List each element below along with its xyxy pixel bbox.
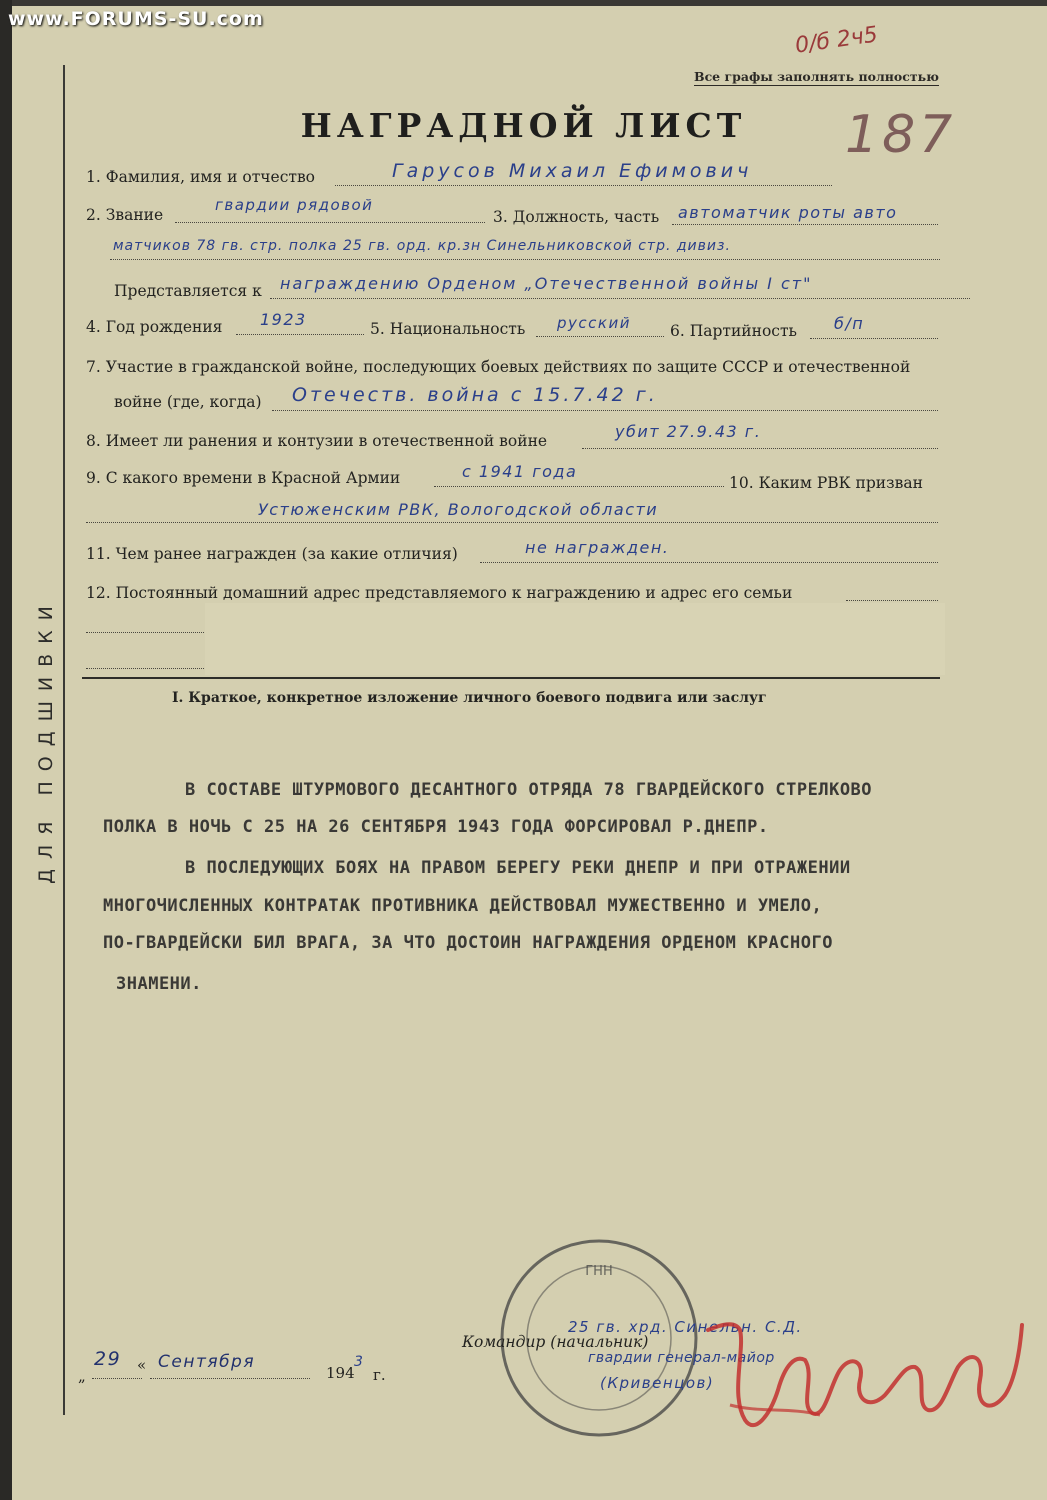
- section-divider: [82, 677, 940, 679]
- commander-name: (Кривенцов): [600, 1374, 715, 1392]
- fill-instruction: Все графы заполнять полностью: [694, 69, 939, 84]
- field-5-label: 5. Национальность: [370, 320, 526, 338]
- field-7-label: 7. Участие в гражданской войне, последующих боевых действиях по защите СССР и отечественной: [86, 358, 911, 376]
- binding-label: ДЛЯ ПОДШИВКИ: [35, 596, 57, 884]
- field-2-line: [175, 222, 485, 223]
- body-line: В СОСТАВЕ ШТУРМОВОГО ДЕСАНТНОГО ОТРЯДА 78 ГВАРДЕЙСКОГО СТРЕЛКОВО: [185, 780, 873, 800]
- field-1-line: [335, 185, 832, 186]
- archive-mark: 0/б 2ч5: [793, 22, 880, 59]
- date-year-prefix: 194: [326, 1364, 355, 1382]
- field-11-line: [480, 562, 938, 563]
- field-12-line: [846, 600, 938, 601]
- field-2-value: гвардии рядовой: [215, 196, 374, 214]
- field-12-label: 12. Постоянный домашний адрес представляемого к награждению и адрес его семьи: [86, 584, 793, 602]
- nominated-line: [270, 298, 970, 299]
- archive-number: 187: [845, 105, 957, 165]
- field-1-label: 1. Фамилия, имя и отчество: [86, 168, 316, 186]
- date-month: Сентября: [158, 1352, 256, 1372]
- field-10-line: [86, 522, 938, 523]
- body-line: ПОЛКА В НОЧЬ С 25 НА 26 СЕНТЯБРЯ 1943 ГОДА ФОРСИРОВАЛ Р.ДНЕПР.: [103, 817, 769, 837]
- field-5-line: [536, 336, 664, 337]
- field-2-label: 2. Звание: [86, 206, 164, 224]
- field-4-line: [236, 334, 364, 335]
- nominated-value: награждению Орденом „Отечественной войны I ст": [280, 274, 813, 293]
- field-1-value: Гарусов Михаил Ефимович: [392, 160, 753, 182]
- date-quote: „: [78, 1367, 86, 1385]
- field-3-line-2: [110, 259, 940, 260]
- field-8-line: [582, 448, 938, 449]
- field-6-value: б/п: [834, 314, 865, 333]
- scan-edge: [0, 0, 12, 1500]
- watermark: www.FORUMS-SU.com: [8, 8, 264, 30]
- field-11-label: 11. Чем ранее награжден (за какие отличия): [86, 545, 458, 563]
- field-7-label-2: войне (где, когда): [114, 393, 262, 411]
- field-8-label: 8. Имеет ли ранения и контузии в отечественной войне: [86, 432, 548, 450]
- date-year-suffix: 3: [354, 1354, 365, 1370]
- field-3-value: автоматчик роты авто: [678, 203, 898, 222]
- section-heading: I. Краткое, конкретное изложение личного боевого подвига или заслуг: [172, 690, 767, 706]
- field-4-label: 4. Год рождения: [86, 318, 223, 336]
- field-8-value: убит 27.9.43 г.: [615, 422, 762, 441]
- date-day: 29: [94, 1348, 122, 1370]
- field-10-label: 10. Каким РВК призван: [729, 474, 923, 492]
- commander-unit: 25 гв. хрд. Синельн. С.Д.: [568, 1318, 803, 1336]
- field-5-value: русский: [557, 314, 631, 332]
- body-line: ПО-ГВАРДЕЙСКИ БИЛ ВРАГА, ЗА ЧТО ДОСТОИН НАГРАЖДЕНИЯ ОРДЕНОМ КРАСНОГО: [103, 933, 833, 953]
- commander-label: Командир (начальник): [462, 1333, 649, 1351]
- commander-rank: гвардии генерал-майор: [588, 1350, 775, 1366]
- field-3-value-2: матчиков 78 гв. стр. полка 25 гв. орд. кр.зн Синельниковской стр. дивиз.: [113, 238, 731, 254]
- field-7-value: Отечеств. война с 15.7.42 г.: [292, 384, 658, 406]
- date-quote: «: [137, 1356, 147, 1374]
- field-6-label: 6. Партийность: [670, 322, 797, 340]
- body-line: В ПОСЛЕДУЮЩИХ БОЯХ НА ПРАВОМ БЕРЕГУ РЕКИ ДНЕПР И ПРИ ОТРАЖЕНИИ: [185, 858, 851, 878]
- date-day-line: [92, 1378, 142, 1379]
- scan-edge: [0, 0, 1047, 6]
- red-signature: [700, 1295, 1030, 1455]
- field-10-value: Устюженским РВК, Вологодской области: [258, 500, 659, 519]
- date-year-unit: г.: [373, 1366, 386, 1384]
- field-11-value: не награжден.: [525, 538, 670, 557]
- body-line: МНОГОЧИСЛЕННЫХ КОНТРАТАК ПРОТИВНИКА ДЕЙСТВОВАЛ МУЖЕСТВЕННО И УМЕЛО,: [103, 896, 823, 916]
- field-9-value: с 1941 года: [462, 462, 578, 481]
- field-3-line: [672, 224, 938, 225]
- page-title: НАГРАДНОЙ ЛИСТ: [300, 106, 747, 145]
- field-7-line: [272, 410, 938, 411]
- field-9-line: [434, 486, 724, 487]
- stamp-text: ГНН: [585, 1264, 613, 1279]
- date-month-line: [150, 1378, 310, 1379]
- body-line: ЗНАМЕНИ.: [116, 974, 202, 994]
- signature-text: [740, 1355, 746, 1356]
- field-9-label: 9. С какого времени в Красной Армии: [86, 469, 401, 487]
- nominated-label: Представляется к: [114, 282, 262, 300]
- redacted-address: [205, 603, 945, 675]
- field-4-value: 1923: [260, 310, 307, 329]
- field-6-line: [810, 338, 938, 339]
- field-3-label: 3. Должность, часть: [493, 208, 660, 226]
